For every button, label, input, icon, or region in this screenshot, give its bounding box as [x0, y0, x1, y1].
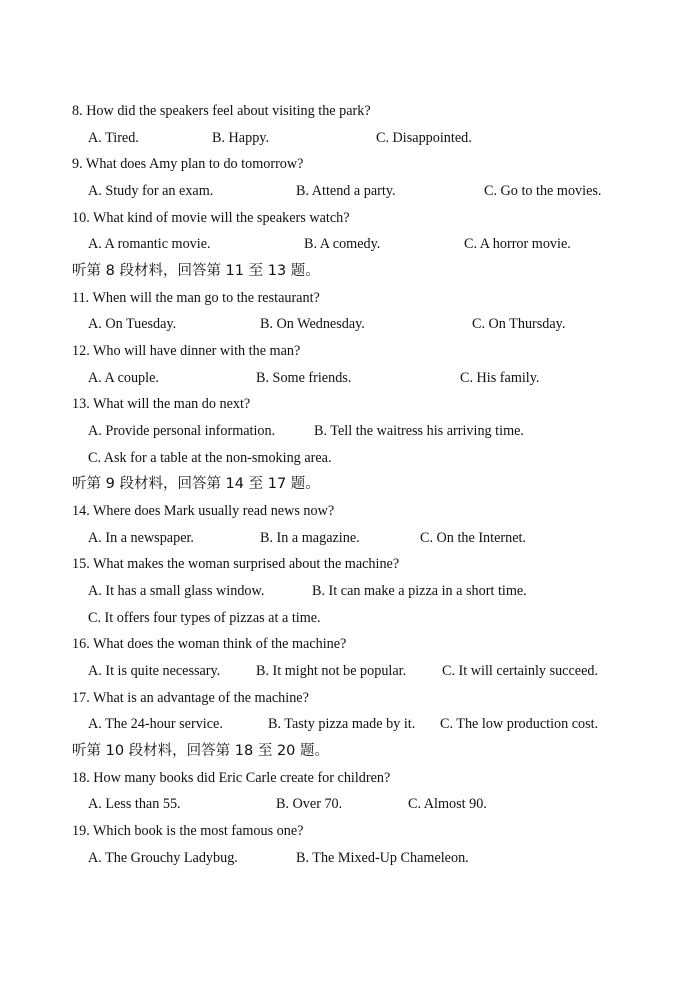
answer-option: C. On Thursday. — [472, 316, 566, 332]
answer-option: A. Tired. — [88, 130, 139, 146]
answer-option: B. Over 70. — [276, 796, 343, 812]
question-stem: 16. What does the woman think of the machine? — [72, 636, 347, 652]
answer-option: A. Provide personal information. — [88, 423, 276, 439]
options-row — [0, 713, 696, 735]
options-row — [0, 313, 696, 335]
question-stem: 9. What does Amy plan to do tomorrow? — [72, 156, 304, 172]
question-stem: 18. How many books did Eric Carle create for children? — [72, 770, 391, 786]
answer-option: A. The Grouchy Ladybug. — [88, 850, 238, 866]
question-stem: 8. How did the speakers feel about visiting the park? — [72, 103, 371, 119]
answer-option: C. A horror movie. — [464, 236, 571, 252]
answer-option: C. It will certainly succeed. — [442, 663, 599, 679]
options-row — [0, 233, 696, 255]
answer-option: B. It can make a pizza in a short time. — [312, 583, 527, 599]
answer-option: B. Tell the waitress his arriving time. — [314, 423, 524, 439]
question-stem: 13. What will the man do next? — [72, 396, 251, 412]
question-stem: 12. Who will have dinner with the man? — [72, 343, 301, 359]
answer-option: B. Happy. — [212, 130, 270, 146]
answer-option: C. It offers four types of pizzas at a time. — [88, 610, 321, 626]
question-stem: 10. What kind of movie will the speakers watch? — [72, 210, 350, 226]
answer-option: B. In a magazine. — [260, 530, 360, 546]
answer-option: C. The low production cost. — [440, 716, 599, 732]
answer-option: C. Almost 90. — [408, 796, 487, 812]
answer-option: B. It might not be popular. — [256, 663, 407, 679]
answer-option: A. Less than 55. — [88, 796, 181, 812]
question-stem: 15. What makes the woman surprised about the machine? — [72, 556, 400, 572]
question-stem: 17. What is an advantage of the machine? — [72, 690, 309, 706]
answer-option: A. On Tuesday. — [88, 316, 177, 332]
options-row — [0, 607, 696, 629]
options-row — [0, 367, 696, 389]
answer-option: A. In a newspaper. — [88, 530, 194, 546]
answer-option: B. Attend a party. — [296, 183, 396, 199]
answer-option: C. On the Internet. — [420, 530, 526, 546]
answer-option: A. The 24-hour service. — [88, 716, 223, 732]
answer-option: C. Disappointed. — [376, 130, 472, 146]
section-heading: 听第 10 段材料，回答第 18 至 20 题。 — [72, 743, 330, 759]
options-row — [0, 447, 696, 469]
options-row — [0, 127, 696, 149]
answer-option: B. On Wednesday. — [260, 316, 365, 332]
options-row — [0, 660, 696, 682]
question-stem: 14. Where does Mark usually read news now? — [72, 503, 335, 519]
answer-option: B. The Mixed-Up Chameleon. — [296, 850, 469, 866]
answer-option: B. Tasty pizza made by it. — [268, 716, 416, 732]
answer-option: B. Some friends. — [256, 370, 352, 386]
answer-option: A. A couple. — [88, 370, 159, 386]
answer-option: A. It is quite necessary. — [88, 663, 221, 679]
answer-option: C. Ask for a table at the non-smoking area. — [88, 450, 332, 466]
answer-option: A. It has a small glass window. — [88, 583, 265, 599]
section-heading: 听第 9 段材料，回答第 14 至 17 题。 — [72, 476, 320, 492]
options-row — [0, 793, 696, 815]
options-row — [0, 420, 696, 442]
section-heading: 听第 8 段材料，回答第 11 至 13 题。 — [72, 263, 320, 279]
options-row — [0, 180, 696, 202]
question-stem: 11. When will the man go to the restaurant? — [72, 290, 320, 306]
answer-option: A. A romantic movie. — [88, 236, 211, 252]
options-row — [0, 580, 696, 602]
question-stem: 19. Which book is the most famous one? — [72, 823, 304, 839]
answer-option: C. Go to the movies. — [484, 183, 602, 199]
answer-option: B. A comedy. — [304, 236, 381, 252]
options-row — [0, 527, 696, 549]
answer-option: A. Study for an exam. — [88, 183, 214, 199]
answer-option: C. His family. — [460, 370, 540, 386]
options-row — [0, 847, 696, 869]
